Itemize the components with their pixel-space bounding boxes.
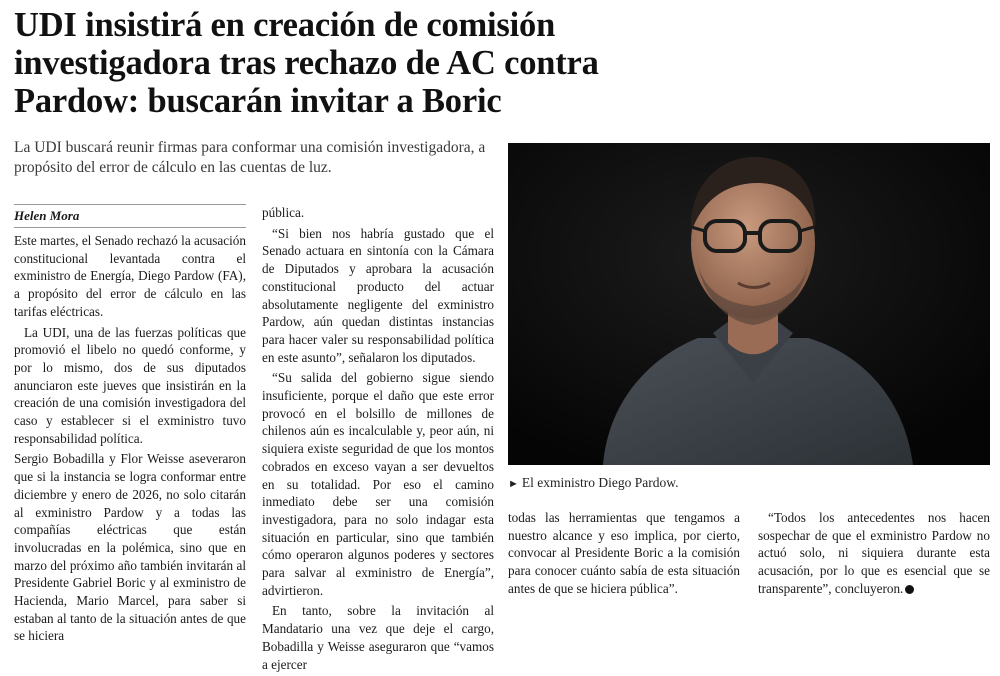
paragraph-4: “Si bien nos habría gustado que el Senado actuara en sintonía con la Cámara de Diputados y aprobara la acusación constitucional producto del actuar absolutamente negligente del exministro Pardow, aún quedan distintas instancias para hacer valer su responsabilidad política en este asunto”, señalaron los diputados. bbox=[262, 225, 494, 365]
portrait-photo bbox=[508, 143, 990, 465]
portrait-illustration bbox=[508, 143, 990, 465]
paragraph-7 bbox=[758, 509, 990, 598]
paragraph-3: Sergio Bobadilla y Flor Weisse aseveraron que si la instancia se logra conformar entre diciembre y enero de 2026, no solo citarán al exministro Pardow y a todas las compañías eléctricas que están involucradas en la polémica, sino que en marzo del próximo año también invitarán al Presidente Gabriel Boric y al exministro de Hacienda, Mario Marcel, para saber si estaban al tanto de la situación antes de que se hiciera bbox=[14, 451, 246, 644]
author-rule-top bbox=[14, 204, 246, 205]
paragraph-2: La UDI, una de las fuerzas políticas que promovió el libelo no quedó conforme, y por lo mismo, dos de sus diputados anunciaron este jueves que insistirán en la creación de una comisión investigadora del caso y establecer si el exministro tuvo responsabilidad política. bbox=[14, 324, 246, 446]
column-2 bbox=[262, 204, 494, 676]
paragraph-6: En tanto, sobre la invitación al Mandatario una vez que deje el cargo, Bobadilla y Weisse aseguraron que “vamos a ejercer bbox=[262, 603, 494, 672]
column-1 bbox=[14, 232, 246, 648]
column-3 bbox=[508, 509, 740, 601]
paragraph-1: Este martes, el Senado rechazó la acusación constitucional levantada contra el exministro de Energía, Diego Pardow (FA), a propósito del error de cálculo en las tarifas eléctricas. bbox=[14, 233, 246, 319]
headline: UDI insistirá en creación de comisión investigadora tras rechazo de AC contra Pardow: buscarán invitar a Boric bbox=[14, 6, 599, 120]
photo-caption bbox=[508, 474, 988, 493]
paragraph-5: “Su salida del gobierno sigue siendo insuficiente, porque el daño que este error provocó en el bolsillo de millones de chilenos aún es incalculable y, peor aún, ni siquiera existe seguridad de que los montos cobrados en exceso vayan a ser devueltos en su totalidad. Por eso el camino inmediato debe ser una comisión investigadora, para no solo indagar esta situación en particular, sino que también cómo operaron algunos poderes y sectores para salvar al exministro de Energía”, advirtieron. bbox=[262, 370, 494, 598]
caption-arrow-icon: ► bbox=[508, 478, 519, 490]
column-4 bbox=[758, 509, 990, 601]
paragraph-3-continued: pública. bbox=[262, 205, 305, 220]
author-rule bbox=[14, 227, 246, 228]
paragraph-7-text: “Todos los antecedentes nos hacen sospechar de que el exministro Pardow no actuó solo, ni siquiera durante esta acusación, por lo que es esencial que se transparente”, concluyeron. bbox=[758, 510, 990, 596]
article-deck: La UDI buscará reunir firmas para conformar una comisión investigadora, a propósito del error de cálculo en las cuentas de luz. bbox=[14, 139, 486, 176]
caption-text: El exministro Diego Pardow. bbox=[521, 475, 679, 490]
end-mark-icon bbox=[905, 585, 914, 594]
author-byline: Helen Mora bbox=[14, 208, 80, 223]
paragraph-6-continued: todas las herramientas que tengamos a nuestro alcance y eso implica, por cierto, convocar al Presidente Boric a la comisión para conocer cuánto sabía de esta situación antes de que se hiciera pública”. bbox=[508, 510, 740, 596]
